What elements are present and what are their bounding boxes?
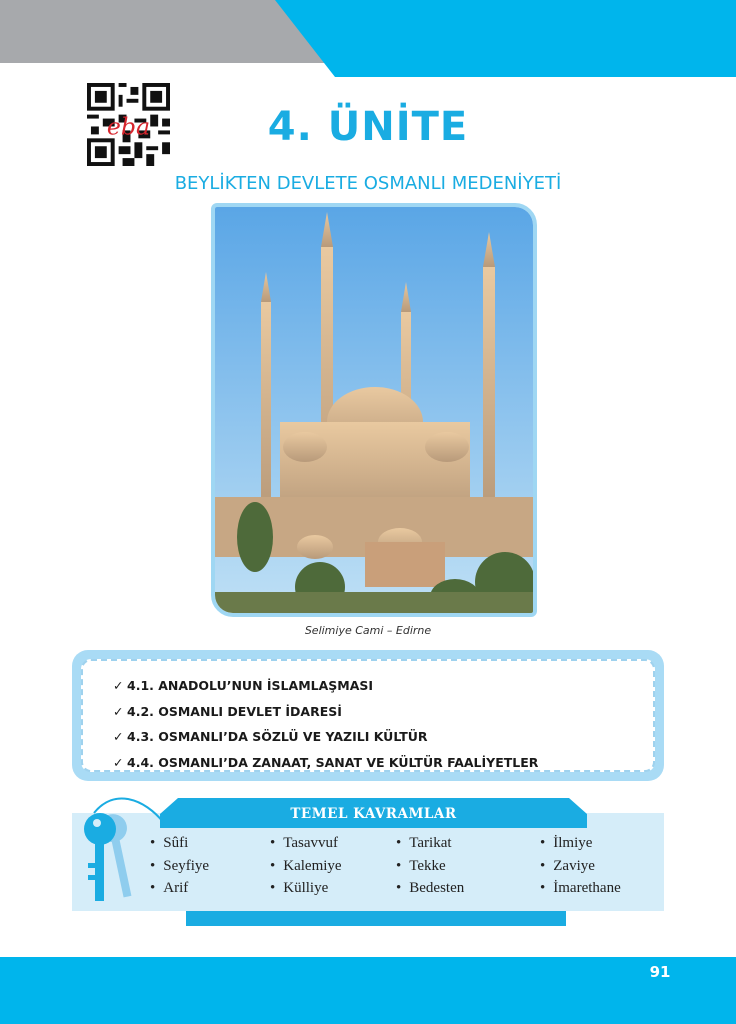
- photo-caption: Selimiye Cami – Edirne: [304, 624, 432, 637]
- topic-item: [113, 729, 428, 744]
- concept-item: • Külliye: [270, 880, 328, 897]
- concept-item: • Tarikat: [396, 835, 452, 852]
- check-icon: ✓: [113, 704, 124, 719]
- concept-item: • Tekke: [396, 858, 446, 875]
- topic-label: 4.3. OSMANLI’DA SÖZLÜ VE YAZILI KÜLTÜR: [127, 729, 428, 744]
- unit-subtitle: BEYLİKTEN DEVLETE OSMANLI MEDENİYETİ: [174, 173, 562, 194]
- topic-label: 4.4. OSMANLI’DA ZANAAT, SANAT VE KÜLTÜR FAALİYETLER: [127, 755, 539, 770]
- key-concepts-bottom-bar: [186, 911, 566, 926]
- concept-item: • Seyfiye: [150, 858, 209, 875]
- key-concepts-title: TEMEL KAVRAMLAR: [290, 806, 457, 822]
- topic-item: [113, 678, 373, 693]
- svg-text:eba: eba: [106, 112, 151, 141]
- page-number: 91: [649, 963, 671, 981]
- concept-item: • Zaviye: [540, 858, 595, 875]
- topic-label: 4.2. OSMANLI DEVLET İDARESİ: [127, 704, 342, 719]
- concept-item: • Tasavvuf: [270, 835, 338, 852]
- check-icon: ✓: [113, 729, 124, 744]
- unit-topics-box: [72, 650, 664, 781]
- concept-item: • İmarethane: [540, 880, 621, 897]
- concept-item: • Bedesten: [396, 880, 464, 897]
- footer-band: [0, 957, 736, 1024]
- concept-item: • Sûfi: [150, 835, 188, 852]
- topic-label: 4.1. ANADOLU’NUN İSLAMLAŞMASI: [127, 678, 374, 693]
- concept-item: • Arif: [150, 880, 188, 897]
- check-icon: ✓: [113, 755, 124, 770]
- topic-item: [113, 755, 538, 770]
- topic-item: [113, 704, 342, 719]
- concept-item: • Kalemiye: [270, 858, 342, 875]
- check-icon: ✓: [113, 678, 124, 693]
- concept-item: • İlmiye: [540, 835, 592, 852]
- mosque-photo: [211, 203, 537, 617]
- unit-title: 4. ÜNİTE: [267, 104, 469, 150]
